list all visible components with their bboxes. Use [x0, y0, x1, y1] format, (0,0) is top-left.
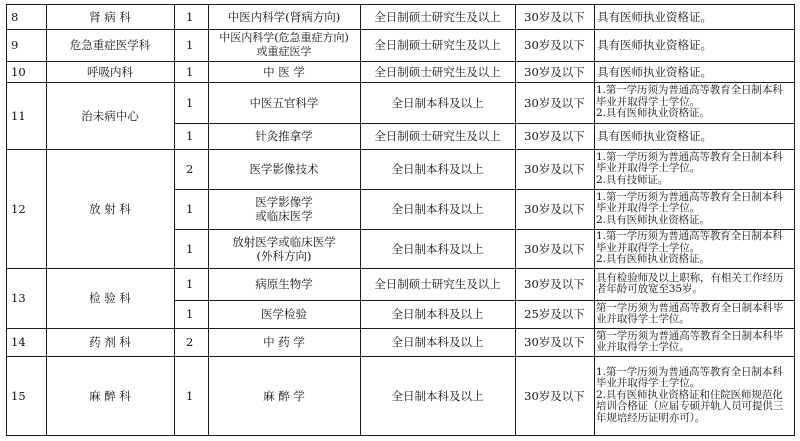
- cell-major: 针灸推拿学: [255, 129, 313, 143]
- cell-age: 30岁及以下: [524, 38, 585, 52]
- cell-count: 1: [186, 129, 194, 143]
- cell-edu: 全日制本科及以上: [391, 162, 484, 176]
- cell-edu: 全日制硕士研究生及以上: [374, 129, 501, 143]
- cell-count: 2: [186, 162, 194, 176]
- cell-edu: 全日制本科及以上: [391, 95, 484, 110]
- cell-age: 30岁及以下: [524, 9, 585, 24]
- cell-edu: 全日制本科及以上: [391, 202, 484, 216]
- grid-line: [6, 29, 795, 30]
- cell-dept: 放 射 科: [89, 201, 131, 216]
- grid-line: [46, 4, 47, 436]
- grid-line: [360, 4, 361, 436]
- cell-age: 30岁及以下: [524, 162, 585, 176]
- cell-no: 13: [11, 291, 26, 305]
- grid-line: [6, 328, 795, 329]
- grid-line: [174, 4, 175, 436]
- cell-major: 中 药 学: [263, 335, 305, 349]
- cell-no: 14: [11, 335, 26, 349]
- cell-major: 中医内科学(肾病方向): [227, 9, 341, 24]
- grid-line: [515, 4, 516, 436]
- grid-line: [6, 356, 795, 357]
- cell-edu: 全日制硕士研究生及以上: [374, 64, 501, 79]
- grid-line: [174, 189, 795, 190]
- cell-major: 医学影像技术: [249, 162, 319, 176]
- cell-req: 具有医师执业资格证。: [597, 9, 712, 24]
- cell-req: 1.第一学历须为普通高等教育全日制本科毕业并取得学士学位。 2.具有医师执业资格证和住院医师规范化培训合格证（应届专硕并轨人员可提供三年规培经历证明亦可）。: [596, 365, 784, 424]
- cell-dept: 药 剂 科: [89, 335, 131, 349]
- cell-major: 中医内科学(危急重症方向) 或重症医学: [219, 31, 349, 58]
- cell-dept: 治未病中心: [81, 108, 139, 123]
- cell-no: 11: [11, 108, 26, 123]
- cell-edu: 全日制硕士研究生及以上: [374, 9, 501, 24]
- cell-major: 麻 醉 学: [263, 388, 305, 403]
- cell-req: 1.第一学历须为普通高等教育全日制本科毕业并取得学士学位。 2.具有医师执业资格证。: [596, 84, 783, 120]
- cell-edu: 全日制本科及以上: [391, 335, 484, 349]
- cell-count: 1: [186, 64, 194, 79]
- grid-line: [174, 300, 795, 301]
- cell-age: 30岁及以下: [524, 241, 585, 256]
- cell-no: 10: [11, 64, 26, 79]
- cell-major: 医学影像学 或临床医学: [255, 195, 313, 223]
- grid-line: [6, 82, 795, 83]
- cell-age: 30岁及以下: [524, 335, 585, 349]
- cell-count: 1: [186, 9, 194, 24]
- cell-dept: 呼吸内科: [87, 64, 133, 79]
- cell-req: 1.第一学历须为普通高等教育全日制本科毕业并取得学士学位。 2.具有医师执业资格证。: [596, 190, 783, 226]
- cell-count: 1: [186, 388, 194, 403]
- cell-req: 具有医师执业资格证。: [597, 38, 712, 52]
- cell-count: 1: [186, 307, 194, 321]
- grid-line: [6, 268, 795, 269]
- cell-major: 放射医学或临床医学 (外科方向): [232, 234, 336, 263]
- grid-line: [6, 435, 795, 436]
- cell-req: 1.第一学历须为普通高等教育全日制本科毕业并取得学士学位。 2.具有技师证。: [596, 150, 783, 186]
- cell-req: 第一学历须为普通高等教育全日制本科毕业并取得学士学位。: [596, 301, 784, 325]
- grid-line: [6, 149, 795, 150]
- cell-edu: 全日制本科及以上: [391, 388, 484, 403]
- cell-age: 30岁及以下: [524, 129, 585, 143]
- cell-age: 30岁及以下: [524, 64, 585, 79]
- grid-line: [594, 4, 595, 436]
- cell-major: 病原生物学: [255, 277, 313, 291]
- cell-no: 12: [11, 201, 26, 216]
- cell-dept: 肾 病 科: [89, 9, 131, 24]
- grid-line: [6, 4, 7, 436]
- cell-dept: 危急重症医学科: [69, 38, 151, 52]
- cell-major: 医学检验: [261, 307, 307, 321]
- cell-req: 1.第一学历须为普通高等教育全日制本科毕业并取得学士学位。 2.具有医师执业资格证。: [596, 230, 783, 266]
- cell-age: 30岁及以下: [524, 388, 585, 403]
- cell-count: 1: [186, 202, 194, 216]
- grid-line: [174, 123, 795, 124]
- cell-dept: 麻 醉 科: [89, 388, 131, 403]
- cell-count: 2: [186, 335, 194, 349]
- cell-edu: 全日制硕士研究生及以上: [374, 38, 501, 52]
- cell-count: 1: [186, 277, 194, 291]
- grid-line: [208, 4, 209, 436]
- cell-age: 30岁及以下: [524, 277, 585, 291]
- cell-age: 30岁及以下: [524, 202, 585, 216]
- cell-edu: 全日制硕士研究生及以上: [374, 277, 501, 291]
- cell-no: 8: [11, 9, 19, 24]
- cell-req: 第一学历须为普通高等教育全日制本科毕业并取得学士学位。: [596, 329, 784, 353]
- cell-count: 1: [186, 241, 194, 256]
- grid-line: [794, 4, 795, 436]
- grid-line: [6, 61, 795, 62]
- cell-dept: 检 验 科: [89, 291, 131, 305]
- cell-age: 30岁及以下: [524, 95, 585, 110]
- grid-line: [174, 229, 795, 230]
- cell-age: 25岁及以下: [524, 307, 585, 321]
- cell-req: 具有医师执业资格证。: [597, 129, 712, 143]
- cell-major: 中 医 学: [263, 64, 305, 79]
- grid-line: [6, 4, 795, 5]
- cell-count: 1: [186, 95, 194, 110]
- cell-edu: 全日制本科及以上: [391, 241, 484, 256]
- cell-no: 9: [11, 38, 19, 52]
- cell-count: 1: [186, 38, 194, 52]
- cell-req: 具有检验师及以上职称，有相关工作经历者年龄可放宽至35岁。: [596, 271, 784, 295]
- cell-req: 具有医师执业资格证。: [597, 64, 712, 79]
- cell-major: 中医五官科学: [249, 95, 319, 110]
- cell-edu: 全日制本科及以上: [391, 307, 484, 321]
- cell-no: 15: [11, 388, 26, 403]
